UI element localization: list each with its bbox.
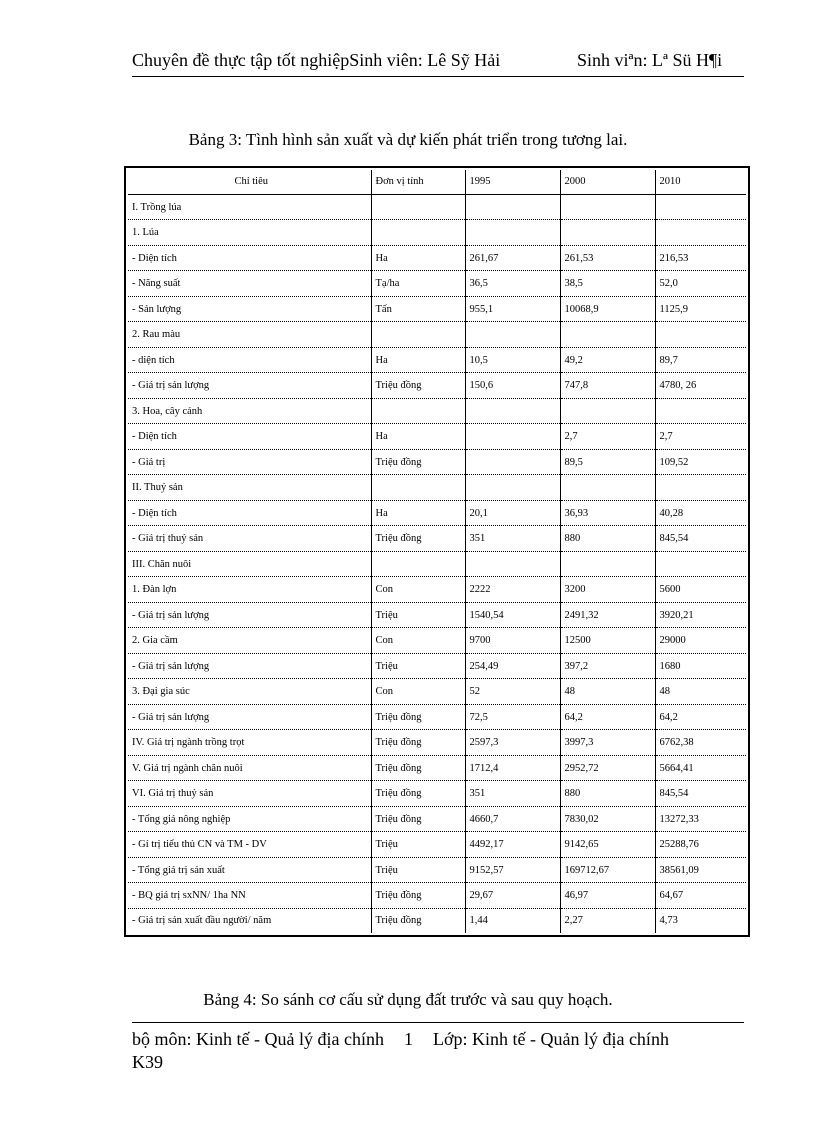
table-cell [465,475,560,501]
table-cell: 2491,32 [560,602,655,628]
table-cell: VI. Giá trị thuỷ sản [128,781,371,807]
table-cell [371,398,465,424]
table4-title: Bảng 4: So sánh cơ cấu sử dụng đất trước và sau quy hoạch. [203,990,613,1009]
table-cell: - Gí trị tiểu thủ CN và TM - DV [128,832,371,858]
table-cell: Triệu [371,653,465,679]
table-cell: 3920,21 [655,602,746,628]
table-cell: Tạ/ha [371,271,465,297]
table-cell [465,398,560,424]
table-cell: 1712,4 [465,755,560,781]
table-cell: 845,54 [655,526,746,552]
table-cell [655,475,746,501]
table-cell: 72,5 [465,704,560,730]
table-cell: 261,53 [560,245,655,271]
table-cell [655,322,746,348]
table-cell: Triệu đồng [371,883,465,909]
table-cell: 89,7 [655,347,746,373]
table-row [128,500,746,526]
table-cell: 1. Đàn lợn [128,577,371,603]
production-table [128,170,746,933]
table-cell [371,475,465,501]
table-cell [655,398,746,424]
table-row [128,806,746,832]
table-cell: Ha [371,347,465,373]
footer-divider [132,1022,744,1023]
table-cell: - Sản lượng [128,296,371,322]
table-cell: 13272,33 [655,806,746,832]
table-row [128,475,746,501]
table-cell [371,322,465,348]
table-cell: 3. Hoa, cây cảnh [128,398,371,424]
column-header: 2010 [655,170,746,194]
table-cell: 3200 [560,577,655,603]
page-number: 1 [403,1029,413,1049]
table-cell: 9152,57 [465,857,560,883]
table-cell [371,194,465,220]
header-left-text: Chuyên đề thực tập tốt nghiệpSinh viên: Lê Sỹ Hải [132,50,501,70]
table-cell [655,194,746,220]
table-row [128,755,746,781]
table-cell: Triệu đồng [371,373,465,399]
table-cell [655,220,746,246]
footer-cohort: K39 [132,1052,163,1072]
table-row [128,296,746,322]
table-cell: - Giá trị thuỷ sản [128,526,371,552]
table-cell: 38561,09 [655,857,746,883]
table-row [128,526,746,552]
table-cell: 4,73 [655,908,746,933]
table-cell [465,449,560,475]
table-cell: 845,54 [655,781,746,807]
table-cell: 64,67 [655,883,746,909]
table-cell: 52 [465,679,560,705]
table-cell: 351 [465,781,560,807]
table-cell: 351 [465,526,560,552]
table-row [128,373,746,399]
table-cell: Triệu [371,857,465,883]
table-cell: IV. Giá trị ngành trồng trọt [128,730,371,756]
table-cell: 216,53 [655,245,746,271]
table-cell: 36,93 [560,500,655,526]
table-cell: 955,1 [465,296,560,322]
table-cell: 1680 [655,653,746,679]
table-cell: 12500 [560,628,655,654]
table-cell: 169712,67 [560,857,655,883]
table-cell: - BQ giá trị sxNN/ 1ha NN [128,883,371,909]
table-cell: Triệu đồng [371,781,465,807]
table-cell: Ha [371,424,465,450]
header-right-text: Sinh viªn: Lª Sü H¶i [577,50,723,70]
table-row [128,245,746,271]
table-cell: Con [371,577,465,603]
table-row [128,449,746,475]
table-row [128,653,746,679]
table-cell: - Giá trị sản xuất đầu người/ năm [132,915,272,927]
table-cell: 261,67 [465,245,560,271]
table-row [128,424,746,450]
table-cell: 2597,3 [465,730,560,756]
page-header [132,50,744,77]
table-cell: 747,8 [560,373,655,399]
table-cell: Triệu đồng [371,730,465,756]
table-cell [465,551,560,577]
production-table-frame [124,166,750,937]
table-cell: - Giá trị sản lượng [128,602,371,628]
table-cell: 2222 [465,577,560,603]
table-cell [465,322,560,348]
table-cell: 52,0 [655,271,746,297]
table-cell: Triệu [371,602,465,628]
table-row [128,679,746,705]
table-cell: Con [371,679,465,705]
table-cell: 29,67 [465,883,560,909]
table-cell [560,475,655,501]
table-cell [465,194,560,220]
table-cell [560,398,655,424]
table-cell: 3. Đại gia súc [128,679,371,705]
table-cell [371,551,465,577]
column-header: Đơn vị tính [371,170,465,194]
table-cell: Ha [371,500,465,526]
table-cell: 2,27 [560,908,655,933]
table-cell [560,194,655,220]
table-cell: 36,5 [465,271,560,297]
table-row [128,322,746,348]
table-cell: 1540,54 [465,602,560,628]
table-cell: 254,49 [465,653,560,679]
table-row [128,271,746,297]
table-cell: 6762,38 [655,730,746,756]
table-cell: 10068,9 [560,296,655,322]
table-cell: Triệu đồng [371,449,465,475]
footer-department: bộ môn: Kinh tế - Quả lý địa chính [132,1029,384,1049]
footer-class: Lớp: Kinh tế - Quản lý địa chính [432,1029,669,1049]
table-cell [371,220,465,246]
table-row [128,551,746,577]
table-row [128,781,746,807]
table-cell: - Diện tích [128,245,371,271]
table-cell: - diện tích [128,347,371,373]
table-cell: 109,52 [655,449,746,475]
table-cell [560,551,655,577]
table-cell: - Giá trị [128,449,371,475]
table-cell: 2,7 [560,424,655,450]
table-cell: Triệu đồng [371,704,465,730]
table-cell [465,220,560,246]
table3-title: Bảng 3: Tình hình sản xuất và dự kiến phát triển trong tương lai. [188,130,628,149]
table-cell: II. Thuỷ sản [128,475,371,501]
table-cell: 9700 [465,628,560,654]
table-cell: 4780, 26 [655,373,746,399]
table-cell: 46,97 [560,883,655,909]
table-cell: III. Chăn nuôi [128,551,371,577]
table-row [128,883,746,909]
table-row [128,628,746,654]
table-cell: Triệu đồng [371,908,465,933]
column-header: 2000 [560,170,655,194]
table-cell: 2. Rau màu [128,322,371,348]
table-cell: 64,2 [560,704,655,730]
table-row [128,602,746,628]
table-cell: 2,7 [655,424,746,450]
table-cell: - Giá trị sản lượng [128,704,371,730]
table-row [128,398,746,424]
table-cell [655,551,746,577]
table-cell: 5664,41 [655,755,746,781]
table-cell: 880 [560,781,655,807]
table-cell: V. Giá trị ngành chăn nuôi [128,755,371,781]
table-row [128,908,746,933]
table-cell: 4660,7 [465,806,560,832]
table-cell: 2. Gia cầm [128,628,371,654]
table-cell [560,322,655,348]
table-cell: 1125,9 [655,296,746,322]
table-row [128,194,746,220]
table-cell: Triệu đồng [371,806,465,832]
table-cell: 48 [560,679,655,705]
table-cell: Triệu đồng [371,526,465,552]
table-cell: - Tổng giá trị sản xuất [128,857,371,883]
table-cell: Ha [371,245,465,271]
table-cell: - Tổng giá nông nghiệp [128,806,371,832]
table-cell [465,424,560,450]
table-cell: 49,2 [560,347,655,373]
table-cell: 89,5 [560,449,655,475]
table-cell: 20,1 [465,500,560,526]
column-header: Chỉ tiêu [128,170,371,194]
table-cell: 880 [560,526,655,552]
table-cell: Triệu đồng [371,755,465,781]
table-cell: 7830,02 [560,806,655,832]
table-cell: 4492,17 [465,832,560,858]
table-cell: 40,28 [655,500,746,526]
table-cell: - Diện tích [128,500,371,526]
table-cell: Tấn [371,296,465,322]
table-cell: 25288,76 [655,832,746,858]
table-cell: 10,5 [465,347,560,373]
table-cell: - Diện tích [128,424,371,450]
table-cell: 9142,65 [560,832,655,858]
table-cell: 3997,3 [560,730,655,756]
table-cell: - Năng suất [128,271,371,297]
table-cell: 29000 [655,628,746,654]
table-row [128,730,746,756]
table-cell: 64,2 [655,704,746,730]
table-cell: - Giá trị sản lượng [128,373,371,399]
table-cell: 5600 [655,577,746,603]
table-cell: 1,44 [465,908,560,933]
table-cell [560,220,655,246]
table-row [128,220,746,246]
table-cell: Triệu [371,832,465,858]
table-cell: 2952,72 [560,755,655,781]
table-cell: 150,6 [465,373,560,399]
table-cell: 1. Lúa [128,220,371,246]
table-cell: 38,5 [560,271,655,297]
table-cell: 48 [655,679,746,705]
column-header: 1995 [465,170,560,194]
table-cell: Con [371,628,465,654]
table-cell: I. Trồng lúa [128,194,371,220]
table-cell: 397,2 [560,653,655,679]
table-row [128,347,746,373]
table-row [128,577,746,603]
table-row [128,857,746,883]
table-row [128,832,746,858]
table-cell: - Giá trị sản lượng [128,653,371,679]
table-row [128,704,746,730]
table-header-row [128,170,746,194]
